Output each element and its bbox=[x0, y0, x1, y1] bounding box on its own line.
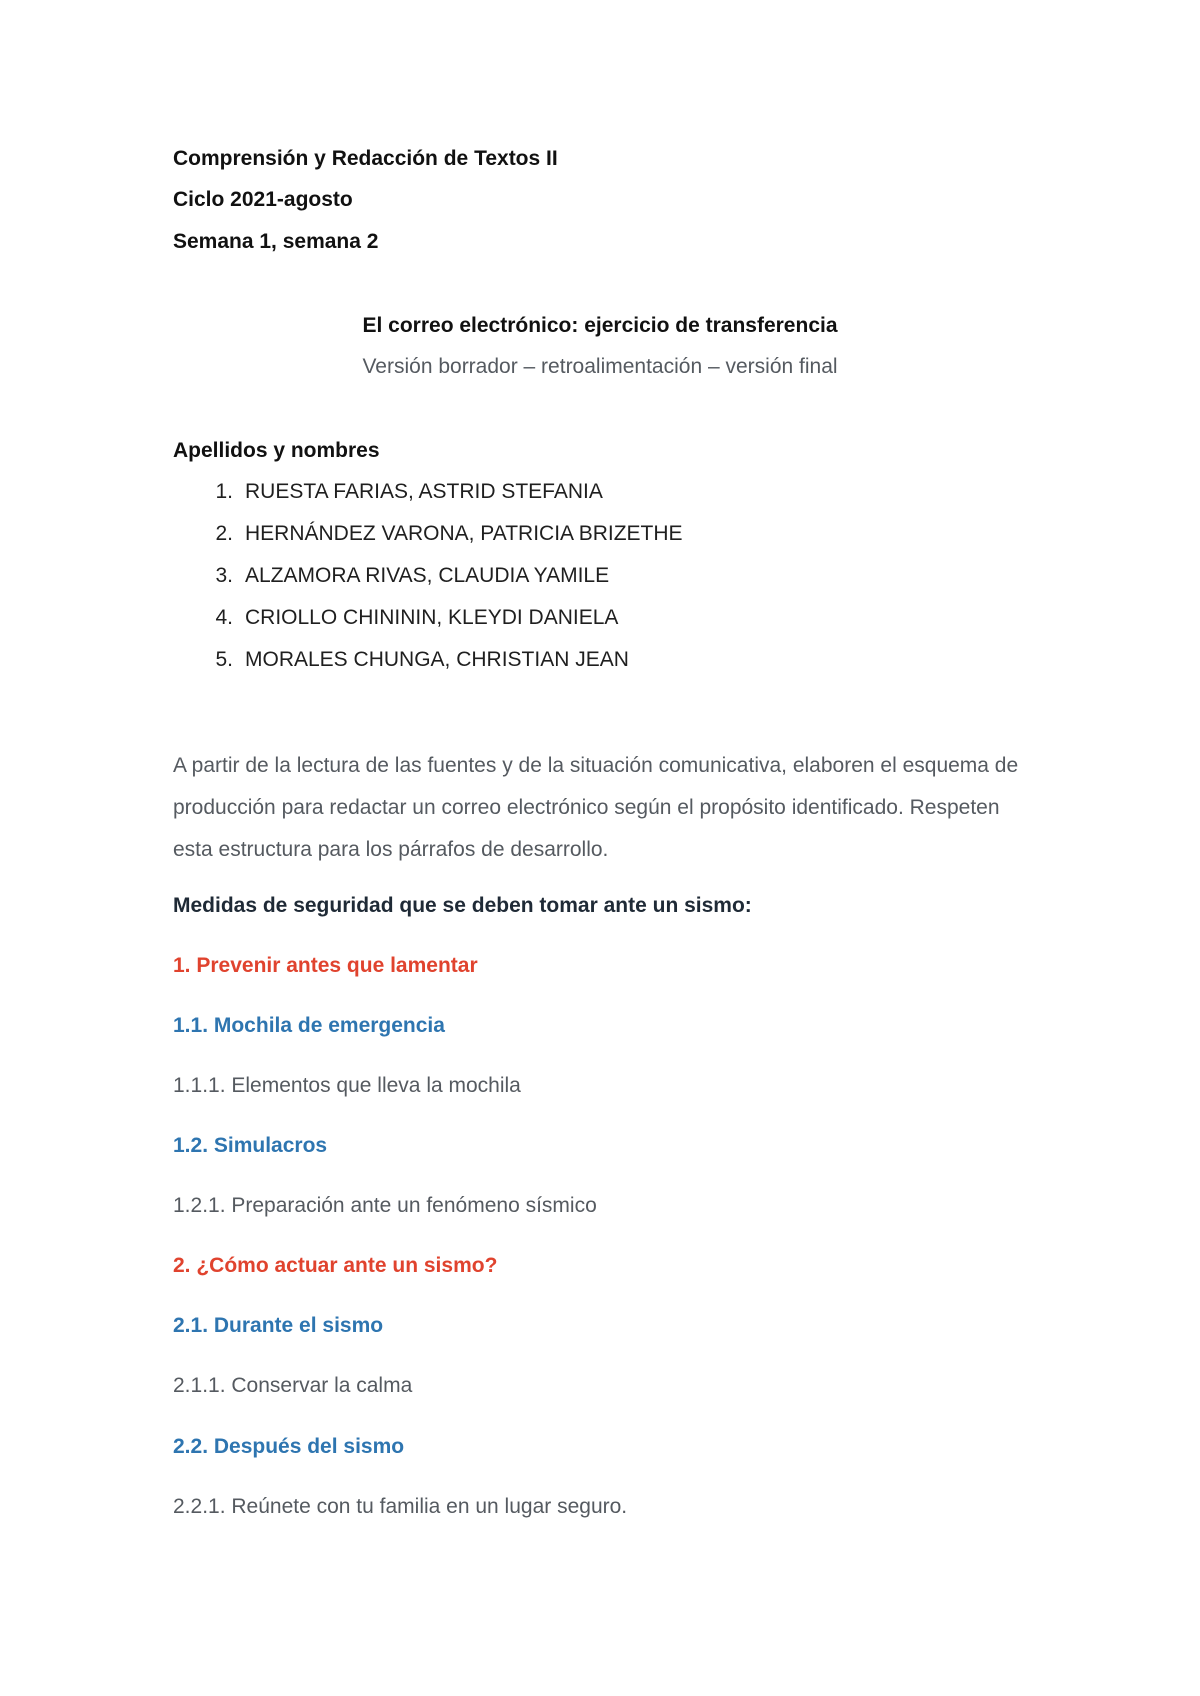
section-1-heading: 1. Prevenir antes que lamentar bbox=[173, 954, 478, 977]
item-1-2-1: 1.2.1. Preparación ante un fenómeno sísmico bbox=[173, 1194, 597, 1217]
list-item bbox=[173, 647, 683, 689]
list-item bbox=[173, 605, 683, 647]
outline-heading: Medidas de seguridad que se deben tomar ante un sismo: bbox=[173, 894, 752, 917]
document-title: El correo electrónico: ejercicio de transferencia bbox=[362, 314, 838, 337]
document-subtitle: Versión borrador – retroalimentación – versión final bbox=[362, 355, 838, 378]
item-2-2-1: 2.2.1. Reúnete con tu familia en un lugar seguro. bbox=[173, 1495, 628, 1518]
members-heading: Apellidos y nombres bbox=[173, 439, 380, 462]
member-name: ALZAMORA RIVAS, CLAUDIA YAMILE bbox=[245, 564, 610, 587]
member-name: MORALES CHUNGA, CHRISTIAN JEAN bbox=[245, 648, 629, 671]
list-number: 3. bbox=[215, 564, 233, 587]
subsection-1-1-heading: 1.1. Mochila de emergencia bbox=[173, 1014, 445, 1037]
section-2-heading: 2. ¿Cómo actuar ante un sismo? bbox=[173, 1254, 498, 1277]
list-item bbox=[173, 479, 683, 521]
item-1-1-1: 1.1.1. Elementos que lleva la mochila bbox=[173, 1074, 521, 1097]
list-number: 1. bbox=[215, 480, 233, 503]
cycle-label: Ciclo 2021-agosto bbox=[173, 188, 353, 211]
instructions-paragraph: A partir de la lectura de las fuentes y de la situación comunicativa, elaboren el esquema de producción para redactar un correo electrónico según el propósito identificado. Respeten esta estructura para los párrafos de desarrollo. bbox=[173, 754, 1019, 861]
subsection-2-2-heading: 2.2. Después del sismo bbox=[173, 1435, 405, 1458]
member-name: CRIOLLO CHINININ, KLEYDI DANIELA bbox=[245, 606, 619, 629]
course-title: Comprensión y Redacción de Textos II bbox=[173, 147, 558, 170]
list-number: 5. bbox=[215, 648, 233, 671]
item-2-1-1: 2.1.1. Conservar la calma bbox=[173, 1374, 413, 1397]
member-name: RUESTA FARIAS, ASTRID STEFANIA bbox=[245, 480, 603, 503]
subsection-2-1-heading: 2.1. Durante el sismo bbox=[173, 1314, 384, 1337]
list-item bbox=[173, 563, 683, 605]
list-number: 2. bbox=[215, 522, 233, 545]
list-number: 4. bbox=[215, 606, 233, 629]
member-name: HERNÁNDEZ VARONA, PATRICIA BRIZETHE bbox=[245, 522, 683, 545]
subsection-1-2-heading: 1.2. Simulacros bbox=[173, 1134, 328, 1157]
list-item bbox=[173, 521, 683, 563]
weeks-label: Semana 1, semana 2 bbox=[173, 230, 379, 253]
members-list bbox=[173, 479, 683, 689]
